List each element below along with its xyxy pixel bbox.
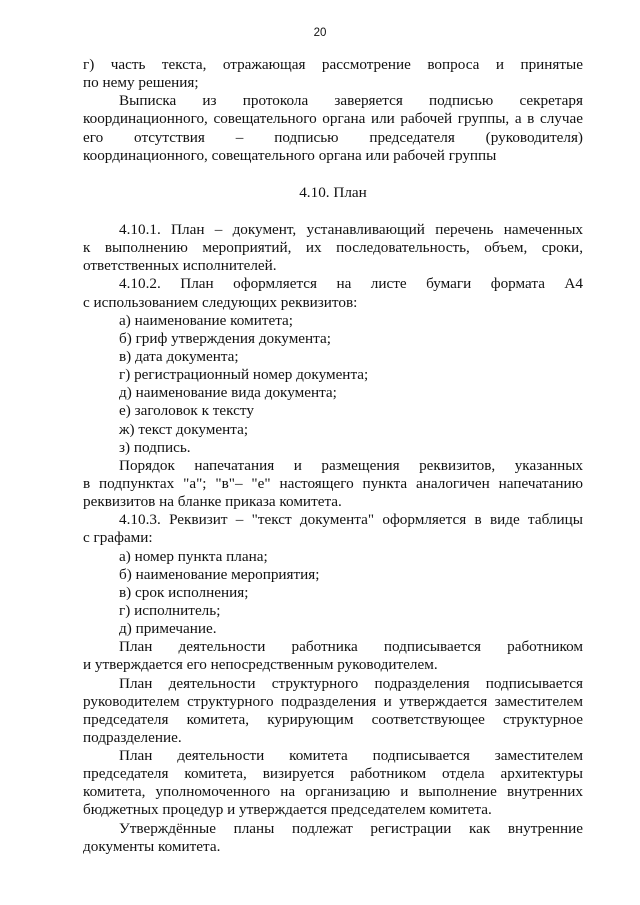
list-item: а) номер пункта плана; xyxy=(119,547,268,565)
text-line: председателя комитета, курирующим соответствующее структурное xyxy=(83,710,583,728)
list-item: ж) текст документа; xyxy=(119,420,249,438)
text-line: в подпунктах "а"; "в"– "е" настоящего пункта аналогичен напечатанию xyxy=(83,474,583,492)
text-line: 4.10.3. Реквизит – "текст документа" оформляется в виде таблицы xyxy=(119,511,583,529)
text-line: г) часть текста, отражающая рассмотрение вопроса и принятые xyxy=(83,56,583,73)
text-line: по нему решения; xyxy=(83,74,199,92)
list-item: а) наименование комитета; xyxy=(119,311,293,329)
text-line: председателя комитета, визируется работником отдела архитектуры xyxy=(83,765,583,783)
text-line: координационного, совещательного органа или рабочей группы, а в случае xyxy=(83,110,583,128)
section-heading: 4.10. План xyxy=(299,183,367,201)
text-line: Утверждённые планы подлежат регистрации как внутренние xyxy=(119,819,583,837)
list-item: б) наименование мероприятия; xyxy=(119,565,320,583)
text-line: План деятельности комитета подписывается заместителем xyxy=(119,747,583,765)
list-item: е) заголовок к тексту xyxy=(119,402,254,420)
list-item: в) срок исполнения; xyxy=(119,583,249,601)
text-line: бюджетных процедур и утверждается председателем комитета. xyxy=(83,801,492,819)
list-item: з) подпись. xyxy=(119,438,191,456)
text-line: с графами: xyxy=(83,529,153,547)
text-line: комитета, уполномоченного на организацию и выполнение внутренних xyxy=(83,783,583,801)
text-line: руководителем структурного подразделения и утверждается заместителем xyxy=(83,692,583,710)
list-item: д) примечание. xyxy=(119,620,217,638)
text-line: Порядок напечатания и размещения реквизитов, указанных xyxy=(119,456,583,474)
page-number: 20 xyxy=(313,27,327,39)
text-line: План деятельности структурного подразделения подписывается xyxy=(119,674,583,692)
text-line: План деятельности работника подписывается работником xyxy=(119,638,583,656)
text-line: с использованием следующих реквизитов: xyxy=(83,293,358,311)
list-item: б) гриф утверждения документа; xyxy=(119,329,331,347)
list-item: д) наименование вида документа; xyxy=(119,384,337,402)
list-item: г) исполнитель; xyxy=(119,601,221,619)
text-line: Выписка из протокола заверяется подписью секретаря xyxy=(119,92,583,110)
text-line: к выполнению мероприятий, их последовательность, объем, сроки, xyxy=(83,239,583,257)
list-item: в) дата документа; xyxy=(119,347,239,365)
text-line: его отсутствия – подписью председателя (руководителя) xyxy=(83,128,583,146)
text-line: реквизитов на бланке приказа комитета. xyxy=(83,493,342,511)
text-line: координационного, совещательного органа или рабочей группы xyxy=(83,146,497,164)
text-line: ответственных исполнителей. xyxy=(83,257,277,275)
text-line: документы комитета. xyxy=(83,837,221,855)
list-item: г) регистрационный номер документа; xyxy=(119,366,369,384)
text-line: и утверждается его непосредственным руководителем. xyxy=(83,656,438,674)
text-line: 4.10.1. План – документ, устанавливающий перечень намеченных xyxy=(119,220,583,238)
document-body xyxy=(83,56,583,856)
text-line: 4.10.2. План оформляется на листе бумаги формата А4 xyxy=(119,275,583,293)
text-line: подразделение. xyxy=(83,728,182,746)
